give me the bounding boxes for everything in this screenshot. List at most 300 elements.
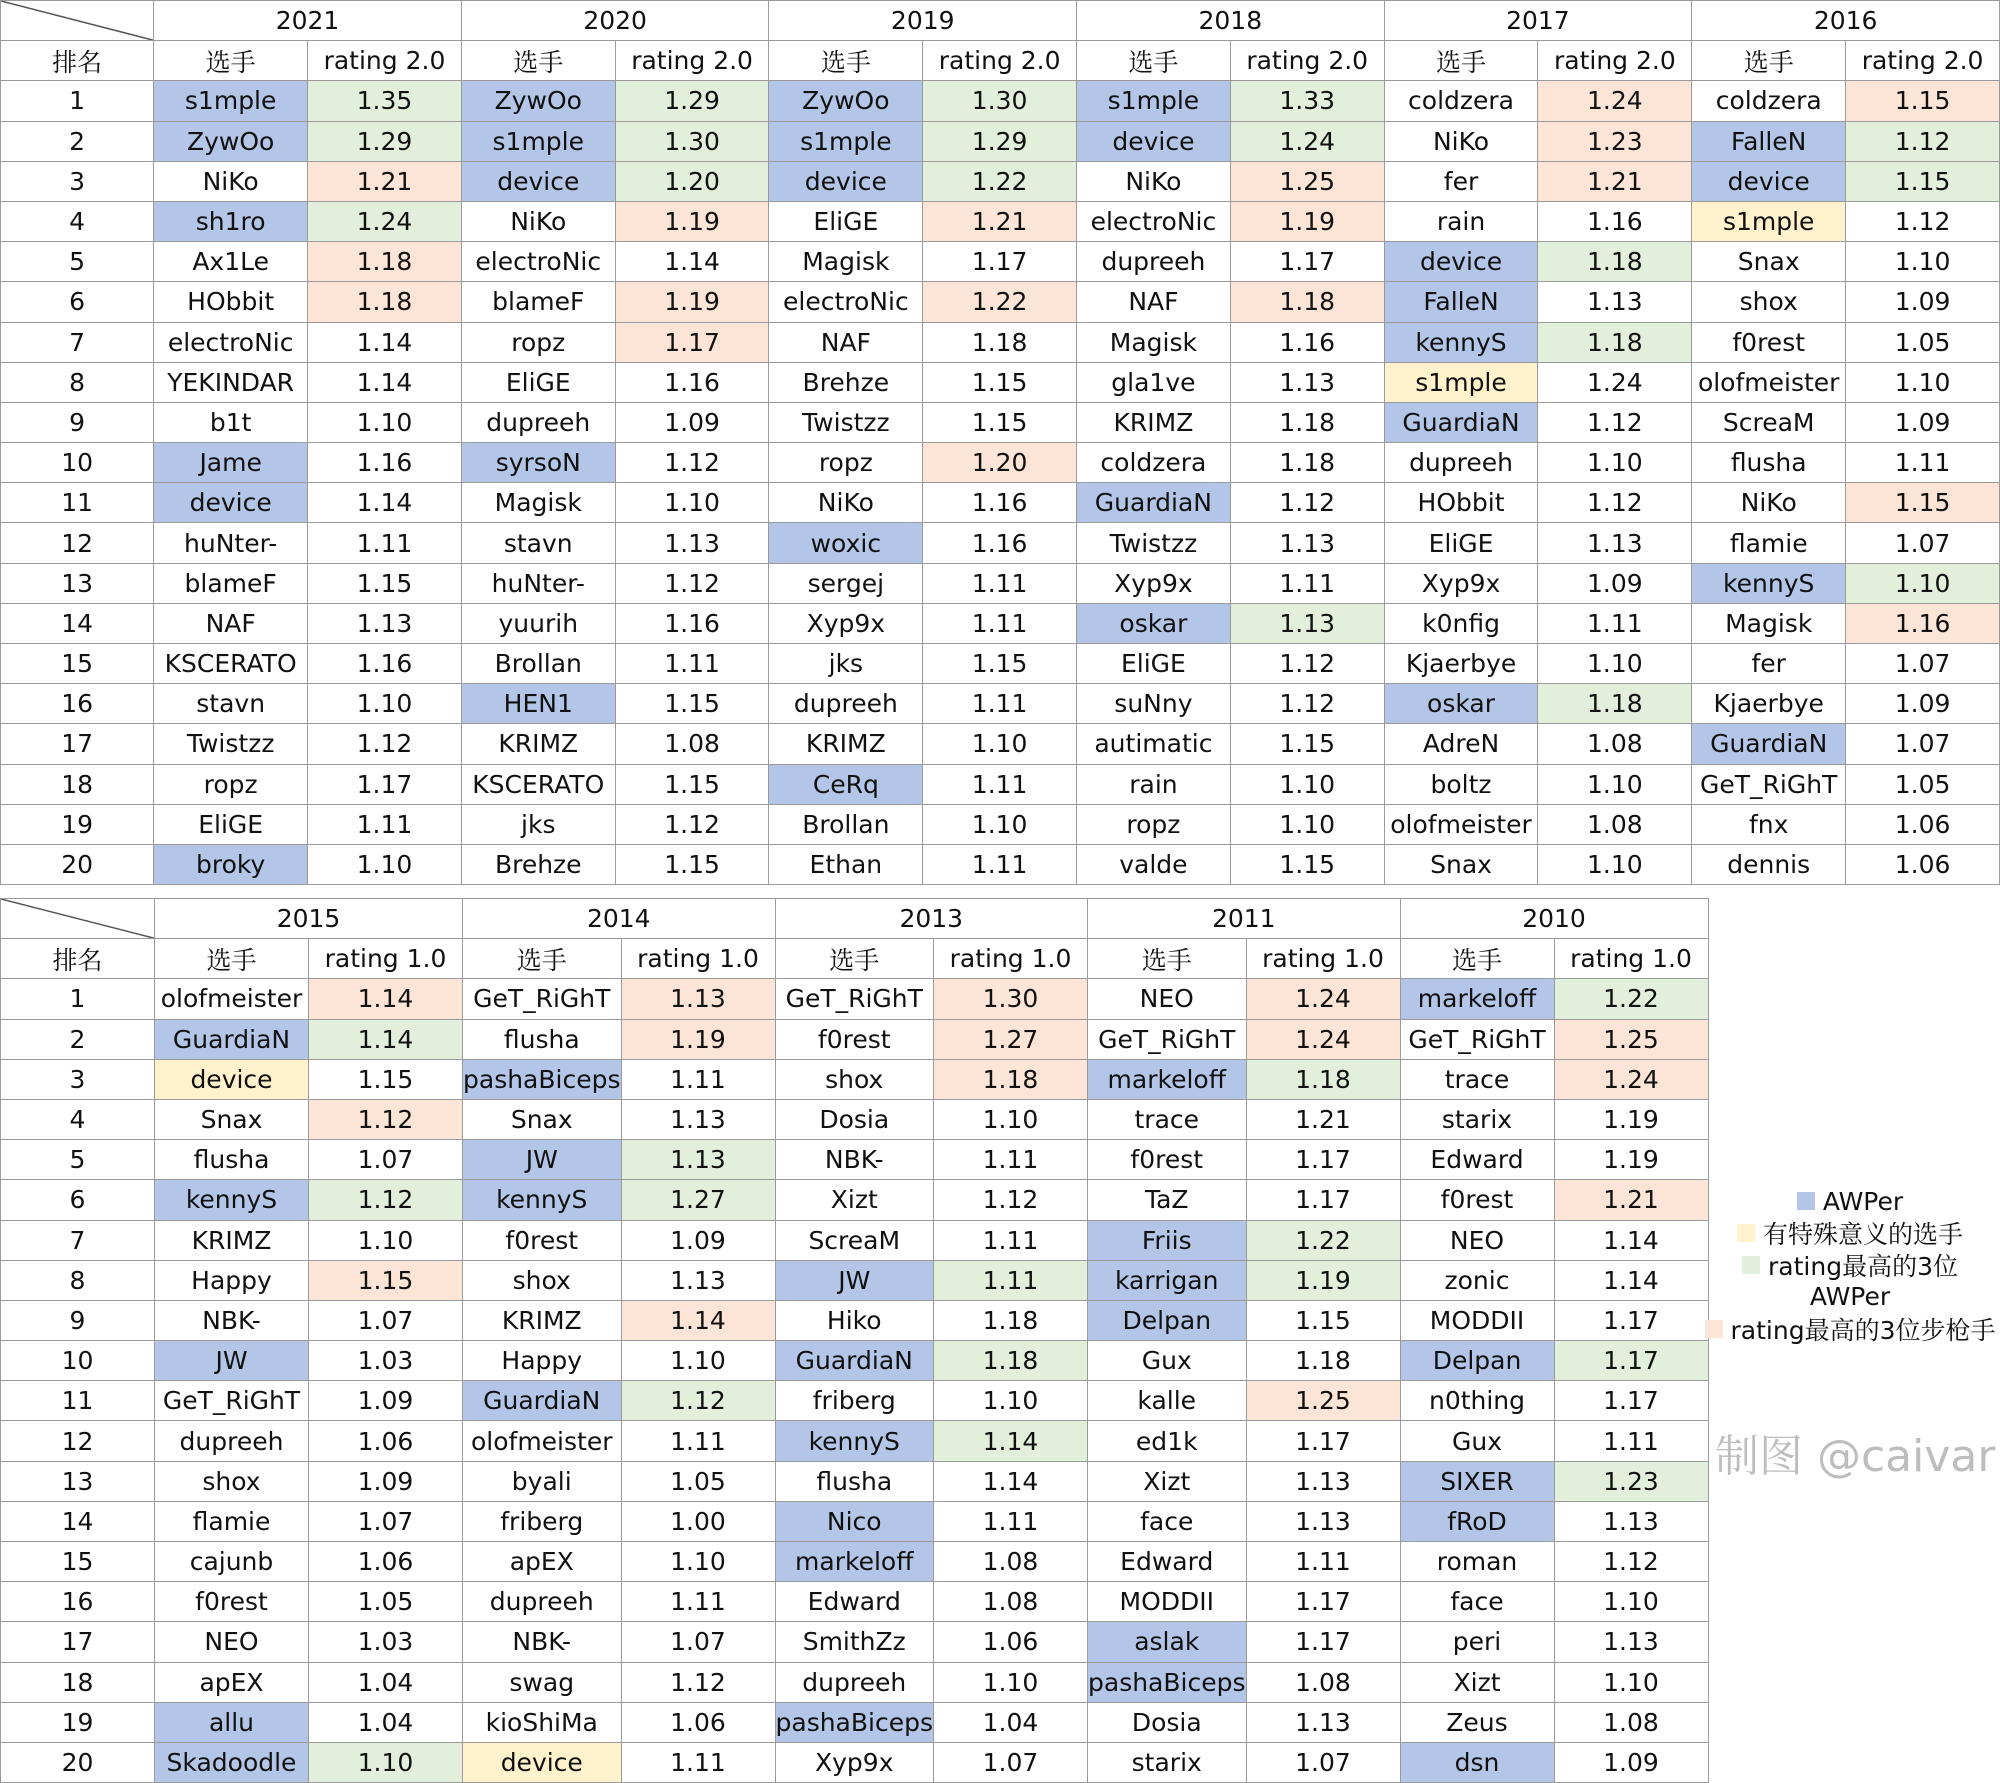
rating-header: rating 1.0 [309, 939, 463, 979]
player-cell: Nico [775, 1501, 934, 1541]
player-cell: huNter- [154, 523, 308, 563]
corner-diagonal [1, 1, 153, 40]
year-header: 2018 [1077, 1, 1385, 41]
player-cell: yuurih [461, 603, 615, 643]
player-cell: starix [1088, 1742, 1247, 1782]
player-cell: friberg [775, 1381, 934, 1421]
player-cell: allu [155, 1702, 309, 1742]
player-cell: GeT_RiGhT [155, 1381, 309, 1421]
table-row [1, 242, 2000, 282]
rating-cell: 1.12 [615, 563, 769, 603]
player-cell: fRoD [1400, 1501, 1554, 1541]
rating-cell: 1.00 [621, 1501, 775, 1541]
rating-cell: 1.25 [1554, 1019, 1708, 1059]
rating-cell: 1.22 [1554, 979, 1708, 1019]
player-cell: FalleN [1384, 282, 1538, 322]
rating-cell: 1.18 [1538, 322, 1692, 362]
rating-cell: 1.10 [1846, 362, 2000, 402]
rating-cell: 1.16 [615, 603, 769, 643]
player-cell: MODDII [1088, 1582, 1247, 1622]
player-cell: Jame [154, 443, 308, 483]
rating-cell: 1.04 [309, 1662, 463, 1702]
table-row [1, 1140, 1709, 1180]
player-cell: woxic [769, 523, 923, 563]
rating-cell: 1.10 [308, 844, 462, 884]
player-cell: apEX [463, 1542, 622, 1582]
rank-cell: 2 [1, 1019, 155, 1059]
player-cell: markeloff [1088, 1059, 1247, 1099]
player-cell: GeT_RiGhT [1088, 1019, 1247, 1059]
rating-cell: 1.23 [1554, 1461, 1708, 1501]
player-cell: peri [1400, 1622, 1554, 1662]
rating-cell: 1.11 [923, 764, 1077, 804]
rating-header: rating 1.0 [934, 939, 1088, 979]
player-cell: s1mple [769, 121, 923, 161]
player-cell: SIXER [1400, 1461, 1554, 1501]
player-cell: face [1400, 1582, 1554, 1622]
legend-swatch-awper [1797, 1192, 1815, 1210]
table-row [1, 1180, 1709, 1220]
rating-cell: 1.24 [308, 201, 462, 241]
rating-cell: 1.15 [615, 844, 769, 884]
rating-cell: 1.06 [309, 1421, 463, 1461]
player-cell: fer [1384, 161, 1538, 201]
player-cell: Edward [1400, 1140, 1554, 1180]
rating-cell: 1.15 [309, 1059, 463, 1099]
player-cell: device [463, 1742, 622, 1782]
table-row [1, 1381, 1709, 1421]
rating-cell: 1.13 [1230, 362, 1384, 402]
player-cell: YEKINDAR [154, 362, 308, 402]
rating-cell: 1.11 [621, 1582, 775, 1622]
rating-cell: 1.17 [1230, 242, 1384, 282]
rating-cell: 1.17 [1246, 1140, 1400, 1180]
rating-cell: 1.14 [934, 1421, 1088, 1461]
rating-cell: 1.10 [1538, 443, 1692, 483]
rating-cell: 1.12 [1846, 121, 2000, 161]
rating-cell: 1.16 [1230, 322, 1384, 362]
rating-cell: 1.10 [934, 1662, 1088, 1702]
rating-cell: 1.10 [1846, 563, 2000, 603]
rating-cell: 1.15 [309, 1260, 463, 1300]
player-cell: coldzera [1692, 81, 1846, 121]
player-cell: MODDII [1400, 1300, 1554, 1340]
player-cell: KRIMZ [155, 1220, 309, 1260]
player-cell: kalle [1088, 1381, 1247, 1421]
year-header: 2013 [775, 899, 1088, 939]
rating-cell: 1.07 [621, 1622, 775, 1662]
player-cell: GeT_RiGhT [1400, 1019, 1554, 1059]
player-cell: k0nfig [1384, 603, 1538, 643]
rating-cell: 1.09 [1846, 402, 2000, 442]
player-cell: GuardiaN [775, 1341, 934, 1381]
rank-cell: 11 [1, 483, 154, 523]
legend-item-top-awp [1700, 1249, 2000, 1281]
rating-cell: 1.19 [1230, 201, 1384, 241]
player-cell: ropz [769, 443, 923, 483]
rating-cell: 1.16 [923, 483, 1077, 523]
rating-cell: 1.11 [923, 684, 1077, 724]
rating-cell: 1.24 [1246, 979, 1400, 1019]
player-cell: roman [1400, 1542, 1554, 1582]
player-cell: dupreeh [463, 1582, 622, 1622]
rating-cell: 1.09 [1554, 1742, 1708, 1782]
rating-cell: 1.13 [308, 603, 462, 643]
player-cell: EliGE [769, 201, 923, 241]
rating-cell: 1.15 [1846, 161, 2000, 201]
player-cell: f0rest [775, 1019, 934, 1059]
player-cell: Magisk [769, 242, 923, 282]
player-cell: coldzera [1384, 81, 1538, 121]
rating-cell: 1.06 [621, 1702, 775, 1742]
rating-cell: 1.12 [1230, 684, 1384, 724]
rating-cell: 1.17 [1246, 1582, 1400, 1622]
rating-cell: 1.24 [1554, 1059, 1708, 1099]
corner-diagonal [1, 899, 154, 938]
player-cell: Ethan [769, 844, 923, 884]
rating-cell: 1.19 [1554, 1140, 1708, 1180]
player-cell: GuardiaN [463, 1381, 622, 1421]
rating-cell: 1.14 [1554, 1260, 1708, 1300]
player-cell: dupreeh [461, 402, 615, 442]
player-cell: zonic [1400, 1260, 1554, 1300]
player-cell: oskar [1077, 603, 1231, 643]
player-cell: device [154, 483, 308, 523]
player-cell: EliGE [461, 362, 615, 402]
rating-cell: 1.11 [934, 1501, 1088, 1541]
watermark: 制图 @caivar [1715, 1431, 1996, 1482]
rating-cell: 1.09 [615, 402, 769, 442]
legend-label-top-rifler: rating最高的3位步枪手 [1730, 1316, 1996, 1345]
rating-cell: 1.30 [923, 81, 1077, 121]
rating-cell: 1.27 [934, 1019, 1088, 1059]
rating-cell: 1.25 [1246, 1381, 1400, 1421]
rating-header: rating 2.0 [1230, 41, 1384, 81]
rating-cell: 1.19 [621, 1019, 775, 1059]
rating-cell: 1.07 [1246, 1742, 1400, 1782]
rating-cell: 1.13 [621, 1260, 775, 1300]
rating-cell: 1.11 [923, 603, 1077, 643]
rating-cell: 1.14 [308, 322, 462, 362]
rating-cell: 1.09 [309, 1461, 463, 1501]
player-cell: NEO [155, 1622, 309, 1662]
rating-cell: 1.09 [309, 1381, 463, 1421]
rating-cell: 1.10 [621, 1341, 775, 1381]
legend-label-top-awp-line1: rating最高的3位 [1768, 1252, 1958, 1281]
player-cell: AdreN [1384, 724, 1538, 764]
rank-cell: 13 [1, 1461, 155, 1501]
rating-cell: 1.13 [1246, 1461, 1400, 1501]
player-cell: GeT_RiGhT [463, 979, 622, 1019]
rating-cell: 1.11 [1554, 1421, 1708, 1461]
player-cell: autimatic [1077, 724, 1231, 764]
player-cell: device [461, 161, 615, 201]
rating-cell: 1.07 [1846, 523, 2000, 563]
rating-cell: 1.12 [1538, 402, 1692, 442]
legend-item-special [1700, 1217, 2000, 1249]
player-cell: s1mple [1692, 201, 1846, 241]
rating-cell: 1.08 [615, 724, 769, 764]
table-row [1, 1059, 1709, 1099]
rating-cell: 1.14 [309, 979, 463, 1019]
table-row [1, 1421, 1709, 1461]
rank-cell: 5 [1, 242, 154, 282]
rating-cell: 1.11 [621, 1421, 775, 1461]
table-row [1, 563, 2000, 603]
player-cell: NiKo [1384, 121, 1538, 161]
rating-cell: 1.29 [615, 81, 769, 121]
player-cell: NEO [1400, 1220, 1554, 1260]
year-header: 2017 [1384, 1, 1692, 41]
rating-header: rating 2.0 [615, 41, 769, 81]
player-cell: flusha [775, 1461, 934, 1501]
rank-cell: 5 [1, 1140, 155, 1180]
rating-cell: 1.10 [308, 684, 462, 724]
rating-cell: 1.11 [308, 804, 462, 844]
rank-cell: 13 [1, 563, 154, 603]
player-cell: Zeus [1400, 1702, 1554, 1742]
rating-cell: 1.18 [308, 282, 462, 322]
player-cell: GuardiaN [155, 1019, 309, 1059]
rating-cell: 1.16 [1538, 201, 1692, 241]
player-cell: valde [1077, 844, 1231, 884]
player-cell: f0rest [155, 1582, 309, 1622]
player-cell: Xizt [1400, 1662, 1554, 1702]
legend-swatch-top-rifler [1705, 1320, 1723, 1338]
rating-cell: 1.11 [923, 563, 1077, 603]
rating-cell: 1.25 [1230, 161, 1384, 201]
player-cell: Magisk [461, 483, 615, 523]
player-cell: dupreeh [1077, 242, 1231, 282]
player-cell: device [1384, 242, 1538, 282]
rating-cell: 1.05 [621, 1461, 775, 1501]
rank-cell: 1 [1, 979, 155, 1019]
rating-cell: 1.10 [923, 724, 1077, 764]
player-cell: fer [1692, 644, 1846, 684]
player-cell: Snax [1692, 242, 1846, 282]
rating-cell: 1.35 [308, 81, 462, 121]
player-cell: HEN1 [461, 684, 615, 724]
player-cell: electroNic [154, 322, 308, 362]
player-cell: dupreeh [769, 684, 923, 724]
rating-cell: 1.11 [934, 1260, 1088, 1300]
player-cell: shox [155, 1461, 309, 1501]
player-cell: f0rest [1088, 1140, 1247, 1180]
rating-cell: 1.24 [1538, 81, 1692, 121]
rating-cell: 1.07 [934, 1742, 1088, 1782]
player-cell: jks [461, 804, 615, 844]
rating-cell: 1.10 [309, 1742, 463, 1782]
player-cell: Xizt [775, 1180, 934, 1220]
player-cell: Snax [155, 1099, 309, 1139]
rating-cell: 1.12 [309, 1180, 463, 1220]
rating-header: rating 2.0 [923, 41, 1077, 81]
player-cell: Snax [1384, 844, 1538, 884]
rank-cell: 12 [1, 1421, 155, 1461]
player-cell: kennyS [775, 1421, 934, 1461]
player-cell: Dosia [1088, 1702, 1247, 1742]
table-row [1, 1582, 1709, 1622]
player-cell: Brollan [769, 804, 923, 844]
player-header: 选手 [1692, 41, 1846, 81]
rating-cell: 1.14 [934, 1461, 1088, 1501]
rating-cell: 1.04 [309, 1702, 463, 1742]
player-header: 选手 [1400, 939, 1554, 979]
rating-cell: 1.10 [308, 402, 462, 442]
rank-cell: 18 [1, 764, 154, 804]
rank-cell: 12 [1, 523, 154, 563]
rating-cell: 1.13 [1230, 523, 1384, 563]
player-cell: Delpan [1400, 1341, 1554, 1381]
table-row [1, 1662, 1709, 1702]
legend [1700, 1185, 2000, 1345]
player-cell: Gux [1400, 1421, 1554, 1461]
rating-cell: 1.10 [309, 1220, 463, 1260]
rating-cell: 1.18 [1230, 443, 1384, 483]
player-cell: EliGE [154, 804, 308, 844]
year-header: 2020 [461, 1, 769, 41]
rating-cell: 1.14 [615, 242, 769, 282]
rank-cell: 6 [1, 1180, 155, 1220]
rating-cell: 1.10 [1554, 1582, 1708, 1622]
table-row [1, 402, 2000, 442]
rank-cell: 9 [1, 402, 154, 442]
rankings-table-bottom [0, 898, 1709, 1783]
player-cell: ropz [1077, 804, 1231, 844]
player-cell: NAF [1077, 282, 1231, 322]
player-cell: n0thing [1400, 1381, 1554, 1421]
table-row [1, 322, 2000, 362]
rating-cell: 1.11 [1538, 603, 1692, 643]
player-cell: Kjaerbye [1692, 684, 1846, 724]
rating-cell: 1.21 [1246, 1099, 1400, 1139]
table-row [1, 1220, 1709, 1260]
player-cell: olofmeister [1692, 362, 1846, 402]
rating-cell: 1.21 [1554, 1180, 1708, 1220]
rating-cell: 1.13 [1538, 523, 1692, 563]
rating-cell: 1.21 [308, 161, 462, 201]
player-cell: Edward [775, 1582, 934, 1622]
rating-cell: 1.15 [615, 684, 769, 724]
rating-cell: 1.11 [1246, 1542, 1400, 1582]
player-cell: suNny [1077, 684, 1231, 724]
rating-cell: 1.06 [1846, 804, 2000, 844]
rating-cell: 1.15 [923, 362, 1077, 402]
rank-cell: 15 [1, 644, 154, 684]
rating-cell: 1.18 [308, 242, 462, 282]
rating-cell: 1.11 [934, 1220, 1088, 1260]
table-row [1, 282, 2000, 322]
table-row [1, 1341, 1709, 1381]
player-cell: KSCERATO [154, 644, 308, 684]
player-cell: boltz [1384, 764, 1538, 804]
rating-cell: 1.14 [308, 483, 462, 523]
player-header: 选手 [1384, 41, 1538, 81]
player-cell: markeloff [1400, 979, 1554, 1019]
rating-cell: 1.11 [615, 644, 769, 684]
rating-cell: 1.10 [1538, 844, 1692, 884]
legend-swatch-special [1737, 1224, 1755, 1242]
player-cell: trace [1088, 1099, 1247, 1139]
rating-cell: 1.10 [1554, 1662, 1708, 1702]
rating-cell: 1.16 [1846, 603, 2000, 643]
rating-cell: 1.16 [615, 362, 769, 402]
player-cell: sergej [769, 563, 923, 603]
player-cell: syrsoN [461, 443, 615, 483]
player-cell: EliGE [1384, 523, 1538, 563]
player-cell: TaZ [1088, 1180, 1247, 1220]
rating-cell: 1.17 [615, 322, 769, 362]
rating-cell: 1.14 [621, 1300, 775, 1340]
rating-cell: 1.10 [934, 1099, 1088, 1139]
rating-cell: 1.15 [923, 402, 1077, 442]
rating-cell: 1.06 [934, 1622, 1088, 1662]
rating-cell: 1.10 [615, 483, 769, 523]
rating-cell: 1.20 [615, 161, 769, 201]
rating-cell: 1.05 [1846, 322, 2000, 362]
player-cell: NBK- [463, 1622, 622, 1662]
player-cell: NiKo [1077, 161, 1231, 201]
rating-cell: 1.11 [923, 844, 1077, 884]
player-cell: device [1077, 121, 1231, 161]
player-cell: face [1088, 1501, 1247, 1541]
player-cell: electroNic [461, 242, 615, 282]
rating-cell: 1.08 [1554, 1702, 1708, 1742]
rating-cell: 1.13 [1538, 282, 1692, 322]
rating-cell: 1.08 [1538, 724, 1692, 764]
rating-cell: 1.22 [923, 161, 1077, 201]
table-row [1, 1622, 1709, 1662]
rating-cell: 1.11 [308, 523, 462, 563]
rank-cell: 14 [1, 1501, 155, 1541]
rank-cell: 11 [1, 1381, 155, 1421]
rank-cell: 6 [1, 282, 154, 322]
player-cell: electroNic [1077, 201, 1231, 241]
table-row [1, 1501, 1709, 1541]
rating-cell: 1.12 [615, 443, 769, 483]
table-row [1, 1461, 1709, 1501]
rating-cell: 1.05 [309, 1582, 463, 1622]
player-cell: FalleN [1692, 121, 1846, 161]
rating-cell: 1.13 [1554, 1622, 1708, 1662]
player-header: 选手 [769, 41, 923, 81]
player-cell: broky [154, 844, 308, 884]
rating-cell: 1.14 [308, 362, 462, 402]
rating-cell: 1.33 [1230, 81, 1384, 121]
rating-cell: 1.29 [308, 121, 462, 161]
rank-cell: 14 [1, 603, 154, 643]
rating-cell: 1.07 [1846, 724, 2000, 764]
player-cell: Ax1Le [154, 242, 308, 282]
player-cell: electroNic [769, 282, 923, 322]
rating-cell: 1.17 [1246, 1421, 1400, 1461]
rating-cell: 1.12 [1230, 483, 1384, 523]
rating-cell: 1.18 [923, 322, 1077, 362]
rating-cell: 1.18 [934, 1059, 1088, 1099]
table-row [1, 1742, 1709, 1782]
player-cell: flusha [463, 1019, 622, 1059]
rating-cell: 1.15 [615, 764, 769, 804]
rating-cell: 1.19 [1246, 1260, 1400, 1300]
player-cell: device [769, 161, 923, 201]
rating-cell: 1.12 [1230, 644, 1384, 684]
table-row [1, 644, 2000, 684]
rating-cell: 1.17 [308, 764, 462, 804]
player-cell: NiKo [1692, 483, 1846, 523]
player-cell: pashaBiceps [1088, 1662, 1247, 1702]
rating-cell: 1.07 [309, 1501, 463, 1541]
player-cell: SmithZz [775, 1622, 934, 1662]
